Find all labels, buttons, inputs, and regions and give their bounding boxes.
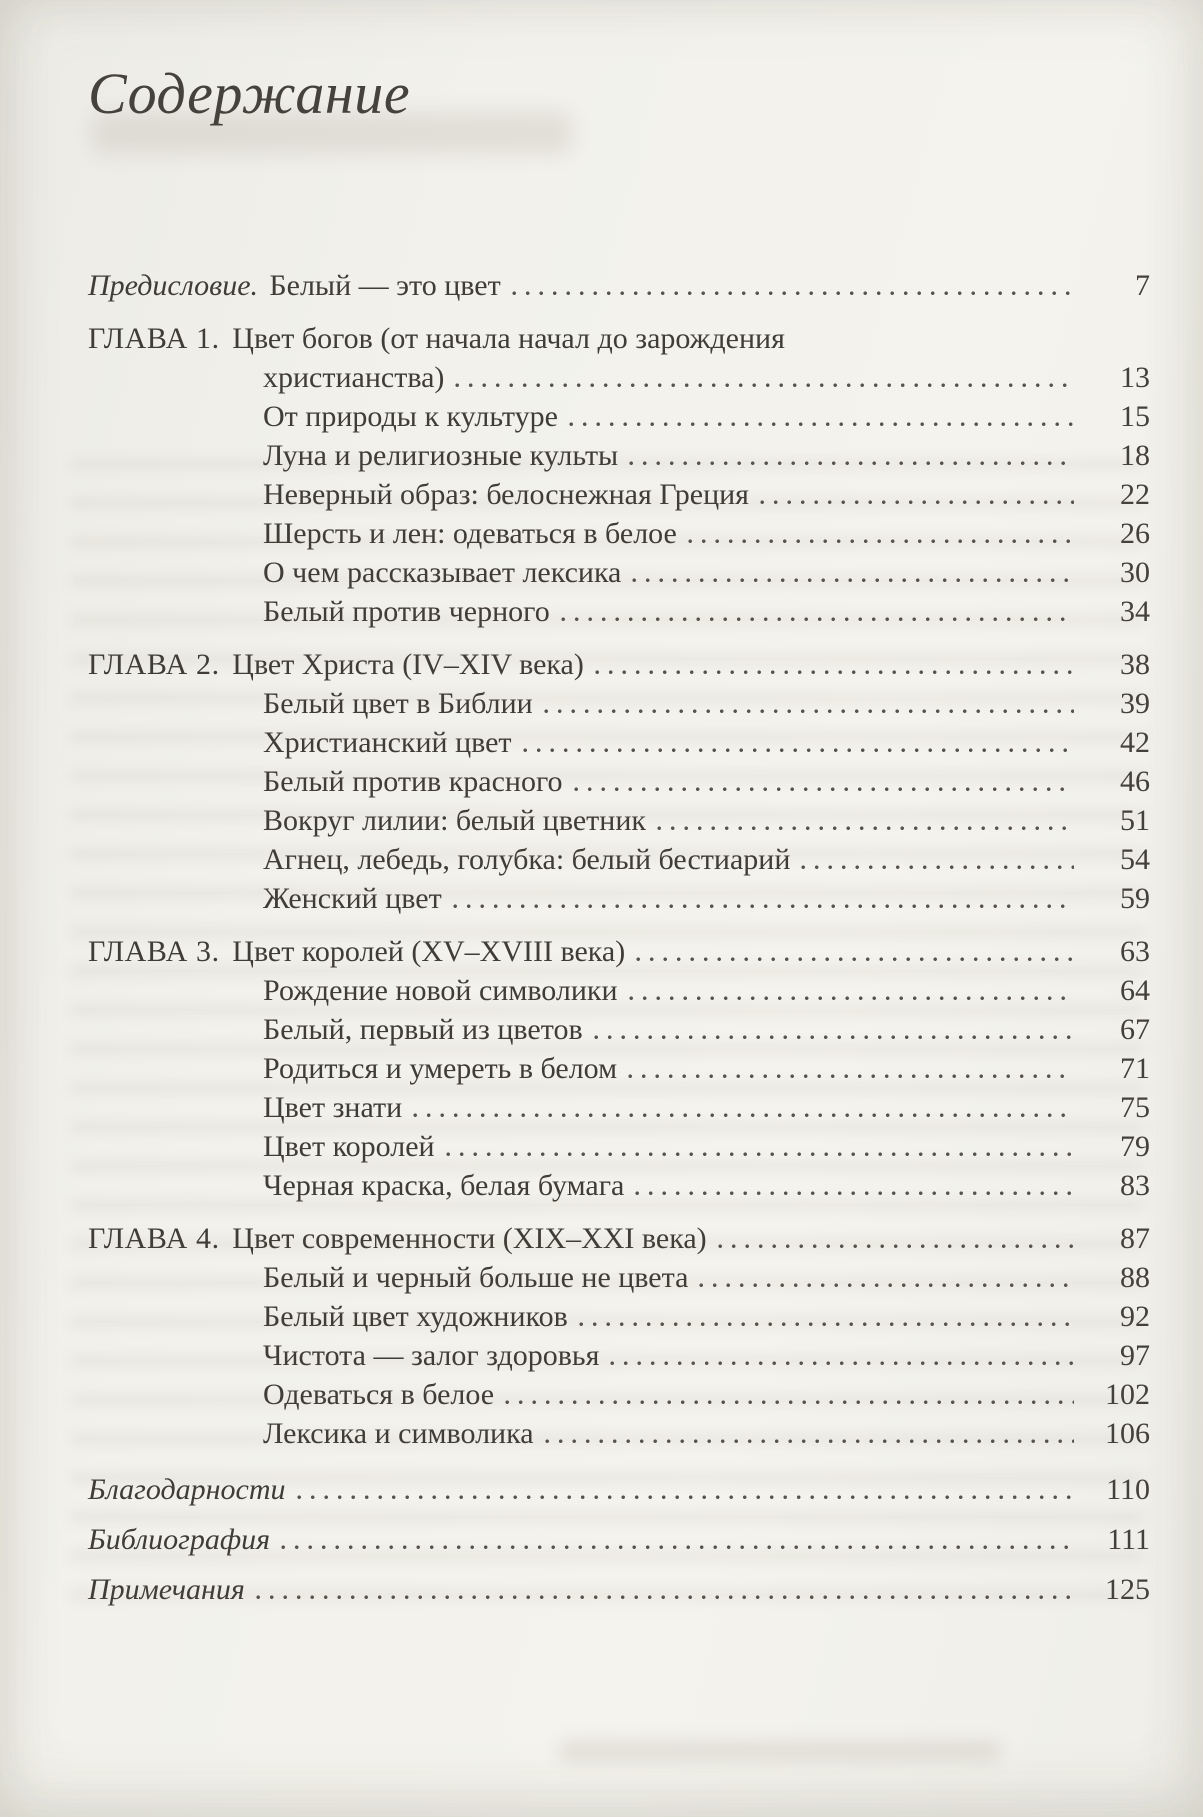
toc-entry-title: Черная краска, белая бумага — [263, 1169, 625, 1202]
page-number: 97 — [1120, 1339, 1150, 1372]
page-number: 39 — [1120, 687, 1150, 720]
toc-entry — [88, 932, 1150, 971]
page-number: 88 — [1120, 1261, 1150, 1294]
dot-leader — [281, 1544, 1074, 1551]
toc-entry-title: Белый — это цвет — [269, 269, 501, 302]
toc-entry-title: Белый против черного — [263, 595, 550, 628]
chapter-label: ГЛАВА 2. — [88, 648, 220, 681]
dot-leader — [801, 864, 1074, 871]
dot-leader — [446, 1151, 1074, 1158]
toc-entry — [88, 553, 1150, 592]
dot-leader — [635, 1190, 1074, 1197]
toc-entry-title: Христианский цвет — [263, 726, 512, 759]
toc-entry — [88, 1219, 1150, 1258]
dot-leader — [610, 1360, 1074, 1367]
dot-leader — [297, 1494, 1075, 1501]
page-number: 46 — [1120, 765, 1150, 798]
page-number: 54 — [1120, 843, 1150, 876]
toc-entry — [88, 762, 1150, 801]
dot-leader — [579, 1321, 1074, 1328]
page-number: 15 — [1120, 400, 1150, 433]
toc-entry — [88, 1520, 1150, 1559]
toc-entry-title: Цвет богов (от начала начал до зарождения — [232, 322, 785, 355]
toc-entry — [88, 1010, 1150, 1049]
toc-entry — [88, 436, 1150, 475]
toc-entry — [88, 684, 1150, 723]
toc-entry — [88, 514, 1150, 553]
dot-leader — [453, 903, 1074, 910]
dot-leader — [595, 669, 1074, 676]
chapter-label: ГЛАВА 3. — [88, 935, 220, 968]
toc-entry-title: Цвет королей (XV–XVIII века) — [232, 935, 626, 968]
page-number: 102 — [1105, 1378, 1150, 1411]
toc-entry-title: Луна и религиозные культы — [263, 439, 619, 472]
toc-entry — [88, 475, 1150, 514]
dot-leader — [718, 1243, 1074, 1250]
page-number: 51 — [1120, 804, 1150, 837]
page-number: 110 — [1106, 1473, 1150, 1506]
toc-entry-title: Цвет Христа (IV–XIV века) — [232, 648, 584, 681]
page-number: 63 — [1120, 935, 1150, 968]
toc-entry — [88, 1088, 1150, 1127]
toc-entry-title: Женский цвет — [263, 882, 442, 915]
toc-entry-title: христианства) — [263, 361, 445, 394]
page-number: 79 — [1120, 1130, 1150, 1163]
toc-entry-title: Цвет королей — [263, 1130, 435, 1163]
toc-entry-title: Белый против красного — [263, 765, 563, 798]
page-number: 67 — [1120, 1013, 1150, 1046]
toc-entry-title: Агнец, лебедь, голубка: белый бестиарий — [263, 843, 791, 876]
toc-entry-title: Цвет знати — [263, 1091, 403, 1124]
dot-leader — [455, 382, 1074, 389]
dot-leader — [523, 747, 1074, 754]
toc-entry — [88, 723, 1150, 762]
toc-entry-title: Белый цвет художников — [263, 1300, 568, 1333]
bleedthrough-ghost-footer — [560, 1740, 1000, 1762]
dot-leader — [636, 956, 1074, 963]
dot-leader — [413, 1112, 1074, 1119]
page-number: 71 — [1120, 1052, 1150, 1085]
toc-entry-title: Белый и черный больше не цвета — [263, 1261, 689, 1294]
toc-entry — [88, 801, 1150, 840]
toc-entry-title: Вокруг лилии: белый цветник — [263, 804, 646, 837]
dot-leader — [657, 825, 1074, 832]
toc-entry — [88, 1375, 1150, 1414]
toc-entry — [88, 1297, 1150, 1336]
page-number: 125 — [1105, 1573, 1150, 1606]
toc-entry-title: Белый, первый из цветов — [263, 1013, 583, 1046]
toc-entry — [88, 1258, 1150, 1297]
page-number: 92 — [1120, 1300, 1150, 1333]
dot-leader — [632, 577, 1074, 584]
toc-entry-title: Библиография — [88, 1523, 271, 1556]
toc-entry — [88, 840, 1150, 879]
dot-leader — [760, 499, 1074, 506]
toc-entry — [88, 1414, 1150, 1453]
dot-leader — [629, 995, 1074, 1002]
toc-entry-prefix: Предисловие. — [88, 269, 259, 302]
toc-entry-title: Шерсть и лен: одеваться в белое — [263, 517, 677, 550]
toc-list — [88, 266, 1150, 1609]
toc-entry — [88, 266, 1150, 305]
page-number: 87 — [1120, 1222, 1150, 1255]
toc-entry — [88, 645, 1150, 684]
toc-entry — [88, 1127, 1150, 1166]
toc-entry — [88, 319, 1150, 358]
page-number: 111 — [1107, 1523, 1150, 1556]
dot-leader — [545, 1438, 1074, 1445]
dot-leader — [561, 616, 1074, 623]
dot-leader — [688, 538, 1074, 545]
toc-entry-title: Чистота — залог здоровья — [263, 1339, 600, 1372]
toc-entry — [88, 1336, 1150, 1375]
dot-leader — [512, 290, 1074, 297]
toc-entry — [88, 879, 1150, 918]
page-number: 106 — [1105, 1417, 1150, 1450]
page-number: 83 — [1120, 1169, 1150, 1202]
toc-entry-title: Белый цвет в Библии — [263, 687, 533, 720]
page-number: 30 — [1120, 556, 1150, 589]
toc-entry-title: Примечания — [88, 1573, 245, 1606]
toc-entry-title: От природы к культуре — [263, 400, 558, 433]
toc-entry-title: Неверный образ: белоснежная Греция — [263, 478, 749, 511]
page-number: 18 — [1120, 439, 1150, 472]
chapter-label: ГЛАВА 4. — [88, 1222, 220, 1255]
page-number: 59 — [1120, 882, 1150, 915]
page-number: 38 — [1120, 648, 1150, 681]
toc-entry — [88, 397, 1150, 436]
toc-entry-title: Одеваться в белое — [263, 1378, 495, 1411]
dot-leader — [628, 1073, 1074, 1080]
page-number: 34 — [1120, 595, 1150, 628]
toc-entry-title: Цвет современности (XIX–XXI века) — [232, 1222, 707, 1255]
dot-leader — [544, 708, 1074, 715]
page-number: 75 — [1120, 1091, 1150, 1124]
toc-entry — [88, 1166, 1150, 1205]
dot-leader — [569, 421, 1074, 428]
chapter-label: ГЛАВА 1. — [88, 322, 220, 355]
dot-leader — [256, 1594, 1074, 1601]
dot-leader — [594, 1034, 1074, 1041]
toc-entry-title: Рождение новой символики — [263, 974, 618, 1007]
toc-entry-title: Родиться и умереть в белом — [263, 1052, 618, 1085]
page-title: Содержание — [88, 61, 411, 126]
dot-leader — [574, 786, 1074, 793]
toc-entry — [88, 1049, 1150, 1088]
page-number: 26 — [1120, 517, 1150, 550]
toc-entry — [88, 1570, 1150, 1609]
page-number: 42 — [1120, 726, 1150, 759]
toc-entry-title: Лексика и символика — [263, 1417, 534, 1450]
dot-leader — [505, 1399, 1074, 1406]
dot-leader — [629, 460, 1074, 467]
page-number: 7 — [1135, 269, 1150, 302]
toc-entry — [88, 1470, 1150, 1509]
toc-entry-title: Благодарности — [88, 1473, 286, 1506]
toc-entry-title: О чем рассказывает лексика — [263, 556, 622, 589]
page-number: 64 — [1120, 974, 1150, 1007]
page-number: 13 — [1120, 361, 1150, 394]
page-number: 22 — [1120, 478, 1150, 511]
toc-entry-continuation — [88, 358, 1150, 397]
toc-entry — [88, 971, 1150, 1010]
toc-entry — [88, 592, 1150, 631]
dot-leader — [699, 1282, 1074, 1289]
